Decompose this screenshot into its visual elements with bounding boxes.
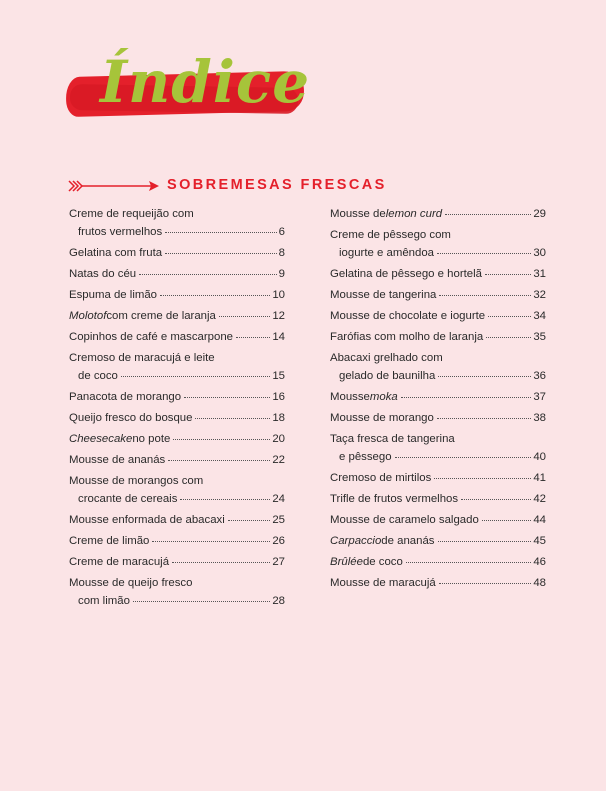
dot-leader	[133, 600, 270, 602]
toc-entry-text: Mousse de caramelo salgado	[330, 514, 479, 526]
page-number: 35	[533, 331, 546, 343]
toc-entry-text: Cremoso de maracujá e leite	[69, 352, 215, 364]
toc-entry-line	[330, 555, 546, 569]
dot-leader	[401, 396, 532, 398]
toc-entry-line	[330, 471, 546, 485]
toc-entry-line	[330, 369, 546, 383]
toc-entry-text: Gelatina de pêssego e hortelã	[330, 268, 482, 280]
toc-entry-text: Taça fresca de tangerina	[330, 433, 455, 445]
toc-entry-line	[330, 330, 546, 344]
toc-entry-line	[330, 288, 546, 302]
toc-entry-line	[330, 309, 546, 323]
toc-entry-line	[69, 267, 285, 281]
toc-entry-line	[330, 534, 546, 548]
dot-leader	[406, 561, 531, 563]
toc-entry-line	[69, 555, 285, 569]
toc-entry-line	[69, 594, 285, 608]
dot-leader	[486, 336, 531, 338]
dot-leader	[165, 252, 277, 254]
toc-entry	[69, 453, 285, 467]
toc-entry-text: Creme de limão	[69, 535, 150, 547]
toc-entry-text: Copinhos de café e mascarpone	[69, 331, 234, 343]
dot-leader	[139, 273, 277, 275]
page-number: 6	[278, 226, 285, 238]
toc-entry-text: Mousse de tangerina	[330, 289, 437, 301]
toc-entry-italic: Carpaccio	[330, 535, 382, 547]
toc-entry-line	[330, 246, 546, 260]
dot-leader	[437, 417, 531, 419]
page-number: 29	[533, 208, 546, 220]
toc-entry	[330, 471, 546, 485]
toc-entry	[69, 432, 285, 446]
dot-leader	[395, 456, 532, 458]
toc-entry-line	[330, 207, 546, 221]
dot-leader	[168, 459, 270, 461]
page-number: 16	[272, 391, 285, 403]
toc-entry-text: gelado de baunilha	[339, 370, 436, 382]
toc-entry-line	[69, 390, 285, 404]
toc-entry	[69, 411, 285, 425]
toc-entry-line	[69, 513, 285, 527]
toc-entry	[330, 351, 546, 383]
toc-entry-line	[69, 351, 285, 365]
toc-entry-italic: moka	[369, 391, 398, 403]
toc-entry	[330, 576, 546, 590]
dot-leader	[438, 540, 532, 542]
toc-entry	[330, 309, 546, 323]
toc-entry-text: Panacota de morango	[69, 391, 182, 403]
toc-entry-line	[330, 492, 546, 506]
toc-entry-text: Abacaxi grelhado com	[330, 352, 443, 364]
toc-entry-line	[330, 267, 546, 281]
dot-leader	[219, 315, 270, 317]
toc-entry	[69, 330, 285, 344]
page-number: 37	[533, 391, 546, 403]
toc-entry-text: com creme de laranja	[106, 310, 216, 322]
dot-leader	[121, 375, 270, 377]
toc-entry-italic: Cheesecake	[69, 433, 133, 445]
toc-entry	[69, 513, 285, 527]
toc-entry-line	[330, 228, 546, 242]
toc-column-left	[69, 207, 285, 615]
page-number: 40	[533, 451, 546, 463]
toc-entry-text: de coco	[78, 370, 118, 382]
toc-entry	[69, 390, 285, 404]
toc-entry-text: Mousse de maracujá	[330, 577, 436, 589]
toc-entry	[69, 246, 285, 260]
dot-leader	[482, 519, 532, 521]
page-number: 24	[272, 493, 285, 505]
page-number: 10	[272, 289, 285, 301]
dot-leader	[184, 396, 270, 398]
toc-column-right	[330, 207, 546, 597]
toc-entry-text: Natas do céu	[69, 268, 137, 280]
toc-entry	[330, 288, 546, 302]
toc-entry-text: frutos vermelhos	[78, 226, 163, 238]
page-number: 41	[533, 472, 546, 484]
dot-leader	[488, 315, 531, 317]
toc-entry-text: com limão	[78, 595, 130, 607]
toc-entry	[330, 534, 546, 548]
toc-entry	[330, 513, 546, 527]
page-number: 8	[278, 247, 285, 259]
toc-entry-text: Espuma de limão	[69, 289, 158, 301]
toc-entry-line	[69, 207, 285, 221]
page-number: 38	[533, 412, 546, 424]
toc-entry	[69, 207, 285, 239]
toc-entry	[330, 492, 546, 506]
toc-entry-text: Mousse de morangos com	[69, 475, 204, 487]
title-banner	[66, 48, 311, 130]
toc-entry	[69, 474, 285, 506]
page-number: 15	[272, 370, 285, 382]
toc-entry	[330, 207, 546, 221]
toc-entry-text: Cremoso de mirtilos	[330, 472, 432, 484]
toc-entry-line	[330, 411, 546, 425]
toc-entry-line	[69, 576, 285, 590]
dot-leader	[152, 540, 270, 542]
toc-entry-text: Creme de maracujá	[69, 556, 170, 568]
toc-entry-italic: Brûlée	[330, 556, 363, 568]
toc-entry-line	[330, 450, 546, 464]
toc-entry-text: Mousse de queijo fresco	[69, 577, 193, 589]
toc-entry-text: Trifle de frutos vermelhos	[330, 493, 459, 505]
page-number: 18	[272, 412, 285, 424]
toc-entry	[69, 267, 285, 281]
page-title: Índice	[100, 48, 311, 116]
toc-entry	[330, 432, 546, 464]
dot-leader	[165, 231, 276, 233]
page-number: 31	[533, 268, 546, 280]
toc-entry-text: Mousse	[330, 391, 370, 403]
dot-leader	[445, 213, 531, 215]
arrow-icon	[68, 178, 160, 194]
toc-entry-line	[69, 246, 285, 260]
page-number: 44	[533, 514, 546, 526]
toc-entry-text: e pêssego	[339, 451, 392, 463]
page-number: 25	[272, 514, 285, 526]
toc-entry-line	[69, 474, 285, 488]
toc-entry-line	[69, 534, 285, 548]
dot-leader	[160, 294, 270, 296]
page-number: 14	[272, 331, 285, 343]
toc-entry	[330, 228, 546, 260]
toc-entry-line	[330, 513, 546, 527]
toc-entry-text: de ananás	[381, 535, 435, 547]
toc-entry-text: Mousse de ananás	[69, 454, 166, 466]
toc-entry-text: Queijo fresco do bosque	[69, 412, 193, 424]
dot-leader	[195, 417, 270, 419]
dot-leader	[172, 561, 270, 563]
toc-entry-line	[69, 225, 285, 239]
dot-leader	[173, 438, 270, 440]
dot-leader	[236, 336, 270, 338]
dot-leader	[434, 477, 531, 479]
page-number: 20	[272, 433, 285, 445]
toc-entry-line	[330, 576, 546, 590]
page-number: 26	[272, 535, 285, 547]
page-number: 45	[533, 535, 546, 547]
toc-entry	[69, 351, 285, 383]
toc-entry-line	[330, 390, 546, 404]
toc-entry	[69, 309, 285, 323]
toc-entry-text: de coco	[362, 556, 403, 568]
page-number: 48	[533, 577, 546, 589]
dot-leader	[461, 498, 531, 500]
toc-entry	[330, 411, 546, 425]
dot-leader	[439, 582, 532, 584]
toc-entry	[69, 576, 285, 608]
toc-entry-text: Mousse de morango	[330, 412, 434, 424]
section-title: SOBREMESAS FRESCAS	[167, 177, 387, 193]
toc-entry	[69, 534, 285, 548]
toc-entry-line	[69, 369, 285, 383]
toc-entry-line	[69, 288, 285, 302]
page-number: 22	[272, 454, 285, 466]
page-number: 27	[272, 556, 285, 568]
toc-entry-text: Mousse de chocolate e iogurte	[330, 310, 486, 322]
dot-leader	[228, 519, 271, 521]
page-number: 46	[533, 556, 546, 568]
toc-entry-text: Gelatina com fruta	[69, 247, 163, 259]
toc-entry	[330, 555, 546, 569]
toc-entry-line	[69, 330, 285, 344]
toc-entry-italic: lemon curd	[385, 208, 443, 220]
dot-leader	[438, 375, 531, 377]
toc-entry	[330, 390, 546, 404]
toc-entry	[69, 288, 285, 302]
toc-entry	[330, 330, 546, 344]
toc-entry-text: Farófias com molho de laranja	[330, 331, 484, 343]
toc-entry-text: crocante de cereais	[78, 493, 178, 505]
toc-entry-text: iogurte e amêndoa	[339, 247, 434, 259]
page-number: 42	[533, 493, 546, 505]
toc-entry	[69, 555, 285, 569]
dot-leader	[437, 252, 531, 254]
toc-entry-text: Mousse de	[330, 208, 386, 220]
toc-entry-line	[69, 453, 285, 467]
toc-entry	[330, 267, 546, 281]
page-number: 32	[533, 289, 546, 301]
toc-entry-line	[69, 309, 285, 323]
dot-leader	[439, 294, 531, 296]
dot-leader	[180, 498, 270, 500]
toc-entry-line	[330, 351, 546, 365]
toc-entry-text: Creme de pêssego com	[330, 229, 451, 241]
page-number: 36	[533, 370, 546, 382]
toc-entry-text: no pote	[132, 433, 171, 445]
toc-entry-line	[330, 432, 546, 446]
toc-entry-line	[69, 411, 285, 425]
page-number: 30	[533, 247, 546, 259]
page-number: 12	[272, 310, 285, 322]
page-number: 34	[533, 310, 546, 322]
toc-entry-text: Creme de requeijão com	[69, 208, 194, 220]
page-number: 28	[272, 595, 285, 607]
toc-entry-text: Mousse enformada de abacaxi	[69, 514, 225, 526]
toc-entry-line	[69, 432, 285, 446]
toc-entry-line	[69, 492, 285, 506]
page-number: 9	[278, 268, 285, 280]
dot-leader	[485, 273, 531, 275]
toc-entry-italic: Molotof	[69, 310, 107, 322]
